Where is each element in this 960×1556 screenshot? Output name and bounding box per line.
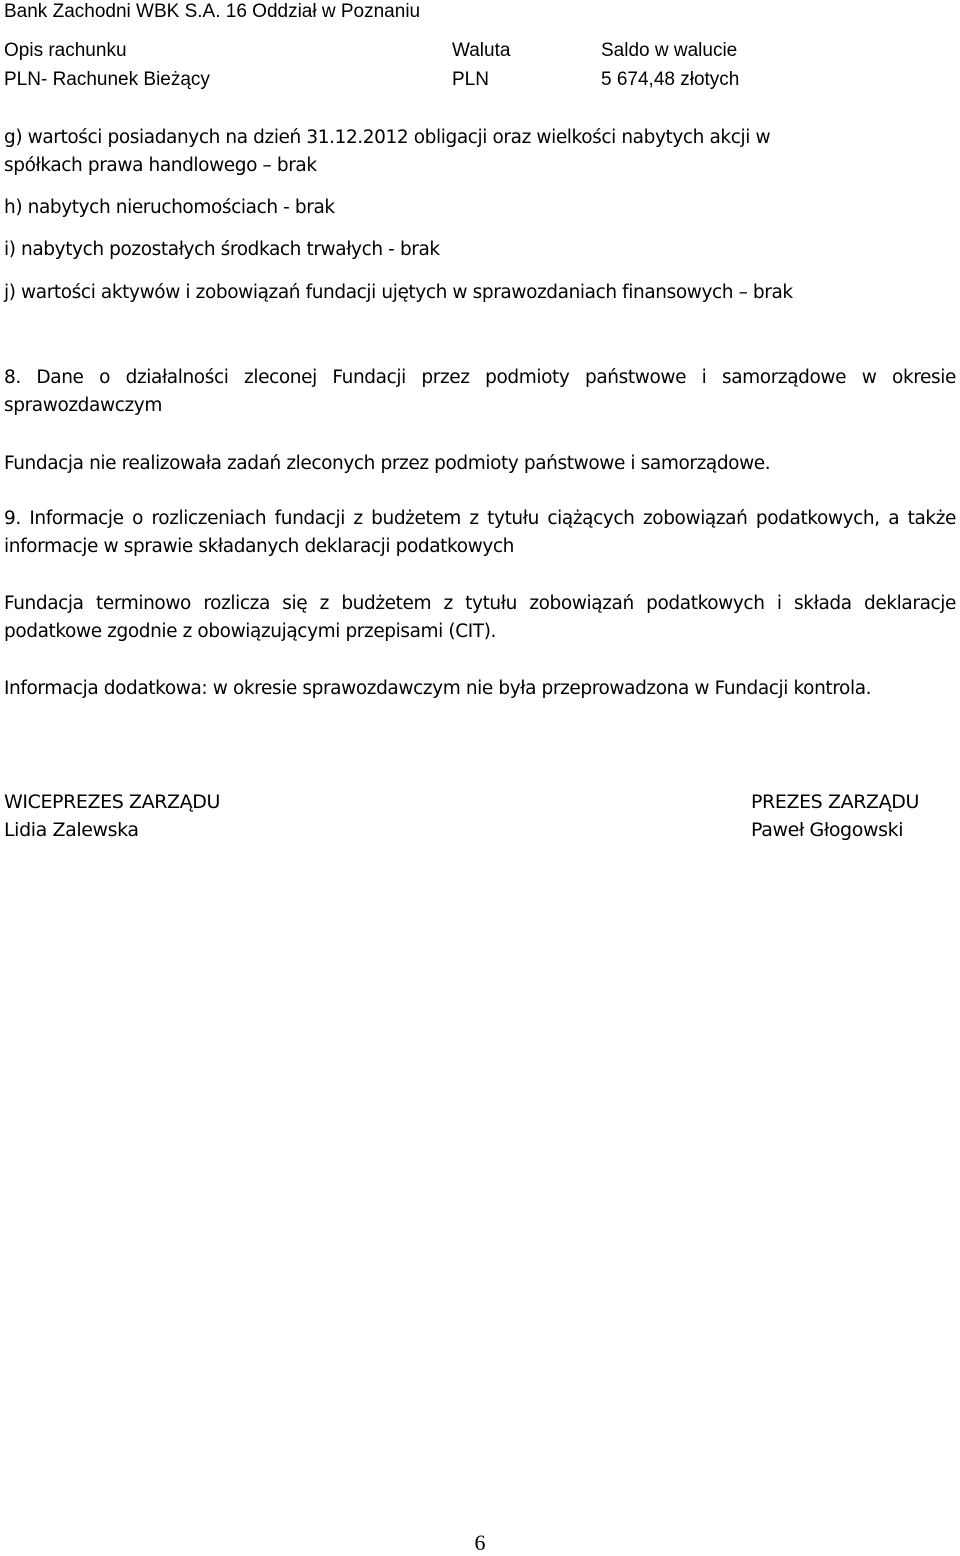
signature-right-name: Paweł Głogowski — [751, 819, 904, 841]
item-j: j) wartości aktywów i zobowiązań fundacji ujętych w sprawozdaniach finansowych – brak — [4, 282, 793, 303]
item-g: g) wartości posiadanych na dzień 31.12.2012 obligacji oraz wielkości nabytych akcji w spółkach prawa handlowego – brak — [4, 127, 771, 176]
account-table-header — [4, 37, 956, 65]
account-balance: 5 674,48 złotych — [601, 69, 740, 90]
item-i: i) nabytych pozostałych środkach trwałych - brak — [4, 239, 440, 260]
column-header-balance: Saldo w walucie — [601, 40, 738, 61]
column-header-account-description: Opis rachunku — [4, 40, 127, 61]
account-description: PLN- Rachunek Bieżący — [4, 69, 210, 90]
section-8-body: Fundacja nie realizowała zadań zleconych przez podmioty państwowe i samorządowe. — [4, 453, 771, 474]
page-number: 6 — [474, 1530, 486, 1555]
section-8-heading: 8. Dane o działalności zleconej Fundacji przez podmioty państwowe i samorządowe w okresie sprawozdawczym — [4, 367, 956, 416]
signature-left-name: Lidia Zalewska — [4, 819, 139, 841]
signature-left-title: WICEPREZES ZARZĄDU — [4, 791, 221, 813]
section-9-heading: 9. Informacje o rozliczeniach fundacji z budżetem z tytułu ciążących zobowiązań podatkowych, a także informacje w sprawie składanych deklaracji podatkowych — [4, 508, 956, 557]
account-table-row — [4, 66, 956, 94]
item-h: h) nabytych nieruchomościach - brak — [4, 197, 335, 218]
signature-right-title: PREZES ZARZĄDU — [751, 791, 919, 813]
bank-line: Bank Zachodni WBK S.A. 16 Oddział w Poznaniu — [4, 1, 421, 22]
section-9-body: Fundacja terminowo rozlicza się z budżetem z tytułu zobowiązań podatkowych i składa deklaracje podatkowe zgodnie z obowiązującymi przepisami (CIT). — [4, 593, 956, 642]
account-currency: PLN — [452, 69, 489, 90]
additional-information: Informacja dodatkowa: w okresie sprawozdawczym nie była przeprowadzona w Fundacji kontrola. — [4, 678, 872, 699]
column-header-currency: Waluta — [452, 40, 511, 61]
